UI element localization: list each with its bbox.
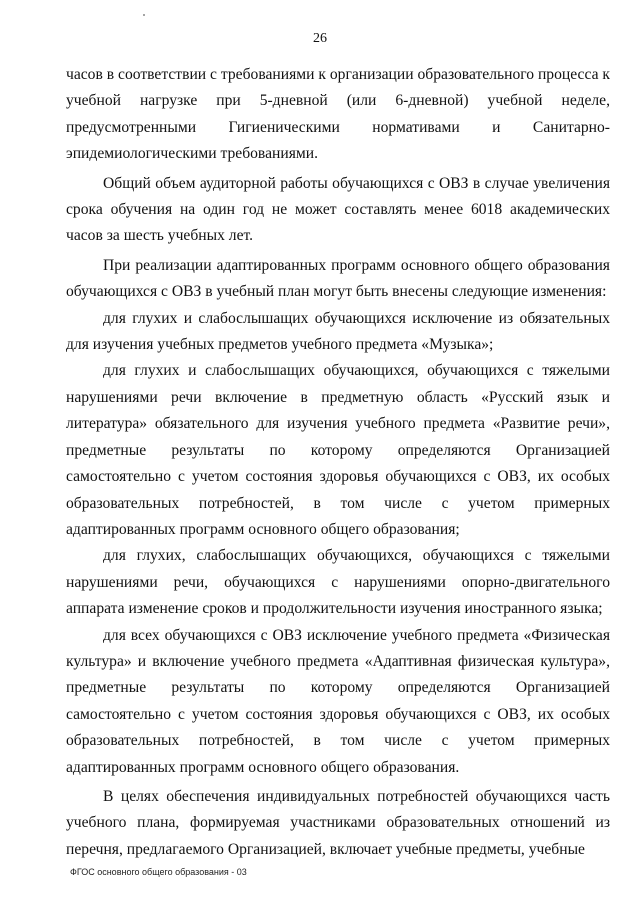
paragraph-3: При реализации адаптированных программ основного общего образования обучающихся с ОВЗ в учебный план могут быть внесены следующие изменения: xyxy=(66,256,610,301)
document-body xyxy=(66,62,610,863)
page-number: 26 xyxy=(313,31,327,46)
paragraph-4: для глухих и слабослышащих обучающихся исключение из обязательных для изучения учебных предметов учебного предмета «Музыка»; xyxy=(66,309,610,354)
paragraph-7: для всех обучающихся с ОВЗ исключение учебного предмета «Физическая культура» и включение учебного предмета «Адаптивная физическая культура», предметные результаты по которому определяются Организацией самостоятельно с учетом состояния здоровья обучающихся с ОВЗ, их особых образовательных потребностей, в том числе с учетом примерных адаптированных программ основного общего образования. xyxy=(66,626,610,776)
footer-label: ФГОС основного общего образования - 03 xyxy=(70,867,247,877)
paragraph-8: В целях обеспечения индивидуальных потребностей обучающихся часть учебного плана, формируемая участниками образовательных отношений из перечня, предлагаемого Организацией, включает учебные предметы, учебные xyxy=(66,787,610,858)
paragraph-2: Общий объем аудиторной работы обучающихся с ОВЗ в случае увеличения срока обучения на один год не может составлять менее 6018 академических часов за шесть учебных лет. xyxy=(66,174,610,245)
paragraph-5: для глухих и слабослышащих обучающихся, обучающихся с тяжелыми нарушениями речи включение в предметную область «Русский язык и литература» обязательного для изучения учебного предмета «Развитие речи», предметные результаты по которому определяются Организацией самостоятельно с учетом состояния здоровья обучающихся с ОВЗ, их особых образовательных потребностей, в том числе с учетом примерных адаптированных программ основного общего образования; xyxy=(66,362,610,538)
scan-speck xyxy=(143,14,145,16)
paragraph-1: часов в соответствии с требованиями к организации образовательного процесса к учебной нагрузке при 5-дневной (или 6-дневной) учебной неделе, предусмотренными Гигиеническими нормативами и Санитарно-эпидемиологическими требованиями. xyxy=(66,66,610,163)
paragraph-6: для глухих, слабослышащих обучающихся, обучающихся с тяжелыми нарушениями речи, обучающихся с нарушениями опорно-двигательного аппарата изменение сроков и продолжительности изучения иностранного языка; xyxy=(66,547,610,618)
